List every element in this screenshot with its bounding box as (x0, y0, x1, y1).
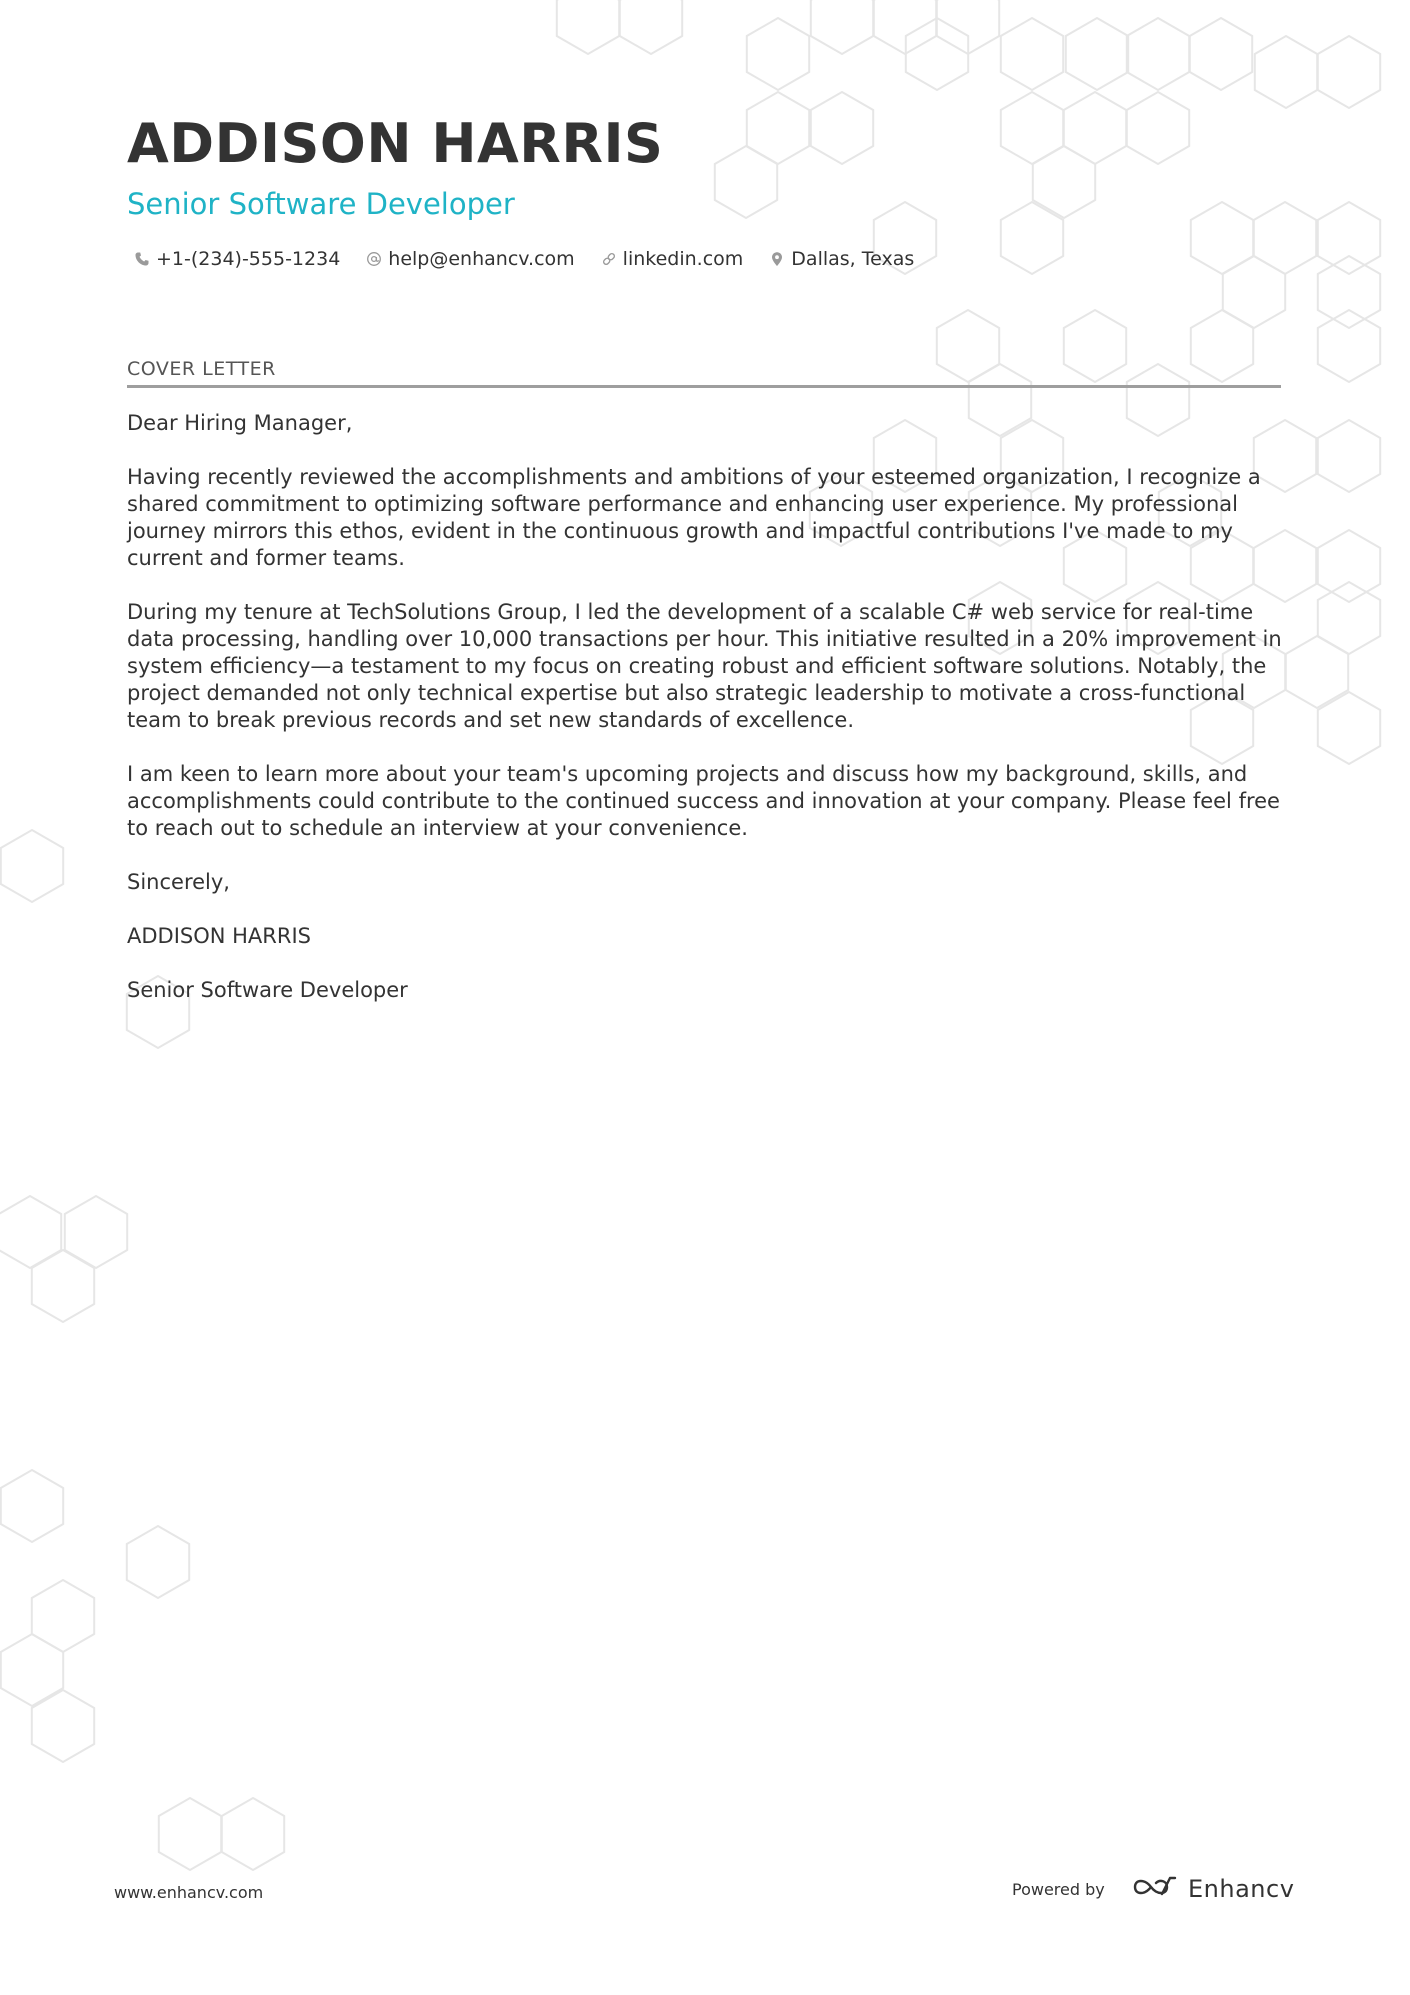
signature-name: ADDISON HARRIS (127, 924, 312, 948)
letter-paragraph: During my tenure at TechSolutions Group, I led the development of a scalable C# web service for real-time data processing, handling over 10,000 transactions per hour. This initiative resulted in a 20% improvement in system efficiency—a testament to my focus on creating robust and efficient software solutions. Notably, the project demanded not only technical expertise but also strategic leadership to motivate a cross-functional team to break previous records and set new standards of excellence. (127, 600, 1282, 732)
powered-by-label: Powered by (1012, 1880, 1105, 1899)
letter-greeting: Dear Hiring Manager, (127, 411, 353, 435)
phone-icon (134, 251, 150, 267)
contact-linkedin[interactable] (601, 248, 744, 270)
enhancv-brand[interactable] (1132, 1874, 1294, 1904)
signature-title: Senior Software Developer (127, 978, 408, 1002)
location-pin-icon (769, 251, 785, 267)
footer-website-link[interactable]: www.enhancv.com (114, 1883, 264, 1902)
enhancv-logo-icon (1132, 1874, 1178, 1904)
candidate-job-title: Senior Software Developer (127, 187, 515, 221)
cover-letter-heading: COVER LETTER (127, 357, 1281, 388)
candidate-name: ADDISON HARRIS (127, 112, 664, 175)
contact-location (769, 248, 914, 270)
letter-paragraph: I am keen to learn more about your team's upcoming projects and discuss how my background, skills, and accomplishments could contribute to the continued success and innovation at your company. Please feel free to reach out to schedule an interview at your convenience. (127, 762, 1280, 840)
letter-body (127, 410, 1287, 1031)
linkedin-text[interactable]: linkedin.com (622, 248, 744, 270)
location-text: Dallas, Texas (791, 248, 915, 270)
link-icon (601, 251, 617, 267)
contact-info-row (134, 244, 940, 274)
letter-paragraph: Having recently reviewed the accomplishments and ambitions of your esteemed organization, I recognize a shared commitment to optimizing software performance and enhancing user experience. My professional journey mirrors this ethos, evident in the continuous growth and impactful contributions I've made to my current and former teams. (127, 465, 1261, 570)
at-icon (366, 251, 382, 267)
email-text[interactable]: help@enhancv.com (388, 248, 575, 270)
enhancv-brand-name: Enhancv (1188, 1875, 1295, 1903)
phone-text: +1-(234)-555-1234 (156, 248, 341, 270)
contact-email[interactable] (366, 248, 574, 270)
letter-closing: Sincerely, (127, 870, 230, 894)
contact-phone (134, 248, 340, 270)
